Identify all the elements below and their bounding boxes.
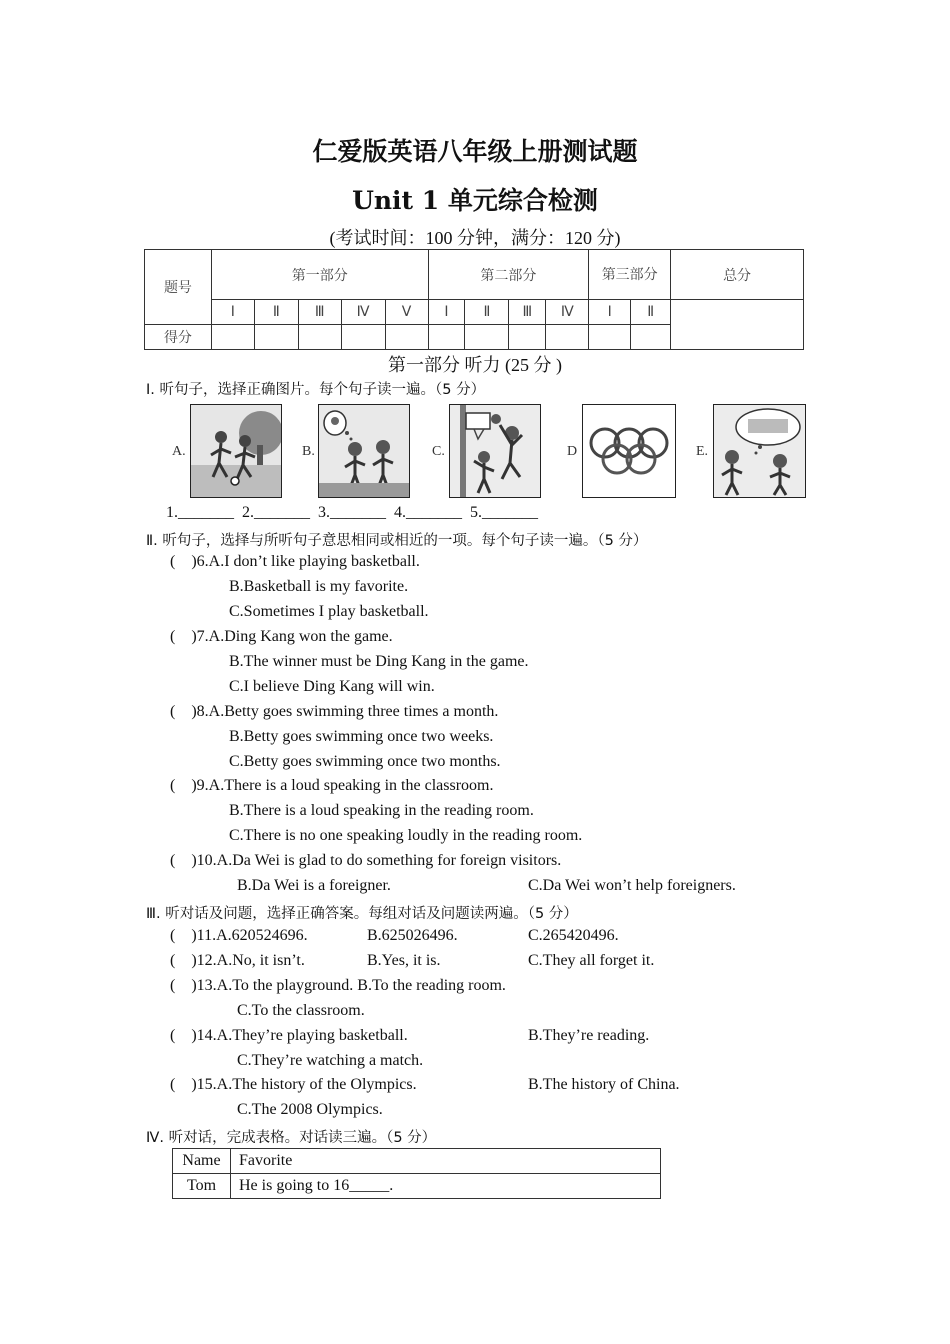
question-8: ( )8.A.Betty goes swimming three times a month. (170, 703, 499, 720)
row-label-cell: 题号 (145, 250, 212, 325)
question-14-option-c: C.They’re watching a match. (237, 1052, 424, 1069)
question-13-option-c: C.To the classroom. (237, 1002, 365, 1019)
part1-title: 第一部分 听力 (25 分 ) (388, 355, 562, 375)
question-15: ( )15.A.The history of the Olympics. (170, 1076, 417, 1093)
question-11-option-c: C.265420496. (528, 927, 619, 944)
part1-header: 第一部分 (211, 250, 428, 300)
score-cell (254, 325, 298, 350)
olympic-rings-picture-icon (582, 404, 676, 498)
question-14-option-b: B.They’re reading. (528, 1027, 650, 1044)
picture-label-e: E. (696, 444, 709, 459)
part2-col-4: Ⅳ (546, 300, 589, 325)
score-cell (465, 325, 509, 350)
picture-label-c: C. (432, 444, 445, 459)
question-12-option-b: B.Yes, it is. (367, 952, 441, 969)
score-label-cell: 得分 (145, 325, 212, 350)
score-table (144, 249, 804, 350)
score-cell (428, 325, 465, 350)
score-cell (298, 325, 341, 350)
score-cell (509, 325, 546, 350)
picture-answer-blanks: 1._______ 2._______ 3._______ 4._______ 5._______ (166, 504, 538, 521)
score-cell (211, 325, 254, 350)
exam-info: (考试时间：100 分钟，满分：120 分) (329, 228, 621, 248)
score-cell (589, 325, 631, 350)
basketball-picture-icon (449, 404, 541, 498)
question-15-option-c: C.The 2008 Olympics. (237, 1101, 383, 1118)
score-cell (546, 325, 589, 350)
part3-header: 第三部分 (589, 250, 671, 300)
part1-col-1: Ⅰ (211, 300, 254, 325)
question-9-option-b: B.There is a loud speaking in the reading room. (229, 802, 534, 819)
question-15-option-b: B.The history of China. (528, 1076, 680, 1093)
question-11-option-b: B.625026496. (367, 927, 458, 944)
part1-col-2: Ⅱ (254, 300, 298, 325)
score-cell (631, 325, 671, 350)
section4-heading: Ⅳ. 听对话，完成表格。对话读三遍。（5 分） (146, 1130, 437, 1146)
question-10-option-b: B.Da Wei is a foreigner. (237, 877, 391, 894)
dreaming-boys-picture-icon (713, 404, 806, 498)
total-score-cell (671, 300, 804, 350)
section2-heading: Ⅱ. 听句子，选择与所听句子意思相同或相近的一项。每个句子读一遍。（5 分） (146, 533, 648, 549)
part1-col-4: Ⅳ (341, 300, 385, 325)
score-cell (385, 325, 428, 350)
part2-col-2: Ⅱ (465, 300, 509, 325)
table-cell-favorite: He is going to 16_____. (231, 1174, 661, 1199)
soccer-picture-icon (190, 404, 282, 498)
question-9-option-c: C.There is no one speaking loudly in the reading room. (229, 827, 583, 844)
question-11: ( )11.A.620524696. (170, 927, 308, 944)
question-7-option-c: C.I believe Ding Kang will win. (229, 678, 435, 695)
part1-col-3: Ⅲ (298, 300, 341, 325)
question-6-option-b: B.Basketball is my favorite. (229, 578, 409, 595)
total-header: 总分 (671, 250, 804, 300)
part2-col-1: Ⅰ (428, 300, 465, 325)
thinking-kids-picture-icon (318, 404, 410, 498)
question-10-option-c: C.Da Wei won’t help foreigners. (528, 877, 736, 894)
question-6: ( )6.A.I don’t like playing basketball. (170, 553, 420, 570)
picture-label-b: B. (302, 444, 315, 459)
question-12: ( )12.A.No, it isn’t. (170, 952, 305, 969)
picture-label-a: A. (172, 444, 186, 459)
question-13: ( )13.A.To the playground. B.To the reading room. (170, 977, 506, 994)
question-10: ( )10.A.Da Wei is glad to do something for foreign visitors. (170, 852, 562, 869)
column-header-favorite: Favorite (231, 1149, 661, 1174)
document-title: 仁爱版英语八年级上册测试题 (312, 137, 638, 166)
part2-header: 第二部分 (428, 250, 589, 300)
table-cell-name: Tom (173, 1174, 231, 1199)
question-7: ( )7.A.Ding Kang won the game. (170, 628, 393, 645)
part3-col-2: Ⅱ (631, 300, 671, 325)
part1-col-5: Ⅴ (385, 300, 428, 325)
score-cell (341, 325, 385, 350)
unit-title: Unit 1 单元综合检测 (352, 186, 598, 215)
question-6-option-c: C.Sometimes I play basketball. (229, 603, 429, 620)
part3-col-1: Ⅰ (589, 300, 631, 325)
part2-col-3: Ⅲ (509, 300, 546, 325)
question-12-option-c: C.They all forget it. (528, 952, 655, 969)
question-8-option-b: B.Betty goes swimming once two weeks. (229, 728, 494, 745)
section3-heading: Ⅲ. 听对话及问题，选择正确答案。每组对话及问题读两遍。（5 分） (146, 906, 578, 922)
column-header-name: Name (173, 1149, 231, 1174)
favorite-table (172, 1148, 661, 1199)
section1-heading: Ⅰ. 听句子，选择正确图片。每个句子读一遍。（5 分） (146, 382, 486, 398)
question-7-option-b: B.The winner must be Ding Kang in the game. (229, 653, 529, 670)
question-14: ( )14.A.They’re playing basketball. (170, 1027, 408, 1044)
picture-label-d: D (567, 444, 578, 459)
question-8-option-c: C.Betty goes swimming once two months. (229, 753, 501, 770)
question-9: ( )9.A.There is a loud speaking in the classroom. (170, 777, 494, 794)
